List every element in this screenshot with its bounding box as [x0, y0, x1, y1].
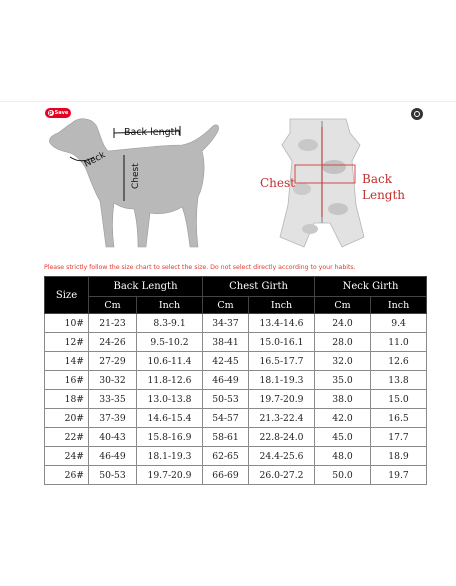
- coat-svg: [250, 105, 420, 263]
- measurement-cell: 46-49: [89, 447, 137, 466]
- unit-header: Inch: [249, 297, 315, 314]
- measurement-cell: 40-43: [89, 428, 137, 447]
- size-cell: 20#: [45, 409, 89, 428]
- measurement-cell: 9.4: [371, 314, 427, 333]
- measurement-cell: 14.6-15.4: [137, 409, 203, 428]
- measurement-cell: 42-45: [203, 352, 249, 371]
- table-row: [45, 447, 427, 466]
- measurement-cell: 22.8-24.0: [249, 428, 315, 447]
- coat-camo-patch: [298, 139, 318, 151]
- group-header: Neck Girth: [315, 277, 427, 297]
- measurement-cell: 50.0: [315, 466, 371, 485]
- dog-svg: [42, 105, 224, 263]
- measurement-cell: 26.0-27.2: [249, 466, 315, 485]
- group-header: Chest Girth: [203, 277, 315, 297]
- table-body: [45, 314, 427, 485]
- measurement-cell: 30-32: [89, 371, 137, 390]
- measurement-cell: 37-39: [89, 409, 137, 428]
- measurement-cell: 13.8: [371, 371, 427, 390]
- measurement-cell: 50-53: [203, 390, 249, 409]
- coat-camo-patch: [328, 203, 348, 215]
- unit-header: Cm: [315, 297, 371, 314]
- measurement-cell: 62-65: [203, 447, 249, 466]
- measurement-cell: 21-23: [89, 314, 137, 333]
- measurement-cell: 8.3-9.1: [137, 314, 203, 333]
- measurement-cell: 18.1-19.3: [249, 371, 315, 390]
- coat-camo-patch: [322, 160, 346, 174]
- unit-header: Cm: [89, 297, 137, 314]
- size-cell: 12#: [45, 333, 89, 352]
- table-row: [45, 409, 427, 428]
- dog-chest-label: Chest: [131, 163, 141, 189]
- unit-header: Inch: [371, 297, 427, 314]
- measurement-cell: 17.7: [371, 428, 427, 447]
- table-header-row: [45, 277, 427, 297]
- size-cell: 10#: [45, 314, 89, 333]
- table-subheader-row: [45, 297, 427, 314]
- top-divider: [0, 101, 456, 102]
- table-row: [45, 371, 427, 390]
- save-label: Save: [54, 110, 69, 116]
- table-row: [45, 314, 427, 333]
- measurement-cell: 19.7: [371, 466, 427, 485]
- measurement-cell: 15.0: [371, 390, 427, 409]
- measurement-cell: 15.8-16.9: [137, 428, 203, 447]
- coat-camo-patch: [293, 183, 311, 195]
- table-row: [45, 390, 427, 409]
- dog-neck-label: Neck: [82, 150, 108, 170]
- size-notice: Please strictly follow the size chart to select the size. Do not select directly according to your habits.: [44, 264, 356, 271]
- measurement-cell: 54-57: [203, 409, 249, 428]
- measurement-cell: 11.8-12.6: [137, 371, 203, 390]
- measurement-cell: 32.0: [315, 352, 371, 371]
- size-cell: 26#: [45, 466, 89, 485]
- size-cell: 24#: [45, 447, 89, 466]
- measurement-cell: 35.0: [315, 371, 371, 390]
- coat-measurement-illustration: [250, 105, 420, 263]
- measurement-cell: 19.7-20.9: [137, 466, 203, 485]
- measurement-cell: 24.4-25.6: [249, 447, 315, 466]
- coat-chest-label: Chest: [260, 176, 295, 190]
- measurement-cell: 66-69: [203, 466, 249, 485]
- size-header: Size: [45, 277, 89, 314]
- unit-header: Inch: [137, 297, 203, 314]
- dog-back-length-label: Back length: [124, 127, 181, 138]
- measurement-cell: 13.4-14.6: [249, 314, 315, 333]
- table-row: [45, 352, 427, 371]
- measurement-cell: 9.5-10.2: [137, 333, 203, 352]
- size-cell: 18#: [45, 390, 89, 409]
- measurement-cell: 45.0: [315, 428, 371, 447]
- coat-camo-patch: [302, 224, 318, 234]
- table-row: [45, 333, 427, 352]
- measurement-cell: 15.0-16.1: [249, 333, 315, 352]
- measurement-cell: 24-26: [89, 333, 137, 352]
- size-cell: 14#: [45, 352, 89, 371]
- measurement-cell: 18.1-19.3: [137, 447, 203, 466]
- measurement-cell: 18.9: [371, 447, 427, 466]
- measurement-cell: 16.5-17.7: [249, 352, 315, 371]
- measurement-cell: 48.0: [315, 447, 371, 466]
- measurement-cell: 38-41: [203, 333, 249, 352]
- measurement-cell: 27-29: [89, 352, 137, 371]
- table-row: [45, 466, 427, 485]
- pinterest-icon: p: [48, 110, 53, 116]
- coat-back-label: Back: [362, 172, 392, 186]
- measurement-cell: 46-49: [203, 371, 249, 390]
- measurement-cell: 38.0: [315, 390, 371, 409]
- measurement-cell: 10.6-11.4: [137, 352, 203, 371]
- measurement-cell: 11.0: [371, 333, 427, 352]
- measurement-cell: 33-35: [89, 390, 137, 409]
- measurement-cell: 21.3-22.4: [249, 409, 315, 428]
- dog-measurement-illustration: [42, 105, 224, 263]
- measurement-cell: 19.7-20.9: [249, 390, 315, 409]
- measurement-cell: 13.0-13.8: [137, 390, 203, 409]
- measurement-cell: 34-37: [203, 314, 249, 333]
- group-header: Back Length: [89, 277, 203, 297]
- measurement-cell: 12.6: [371, 352, 427, 371]
- coat-length-label: Length: [362, 188, 406, 202]
- measurement-cell: 58-61: [203, 428, 249, 447]
- measurement-cell: 24.0: [315, 314, 371, 333]
- size-cell: 16#: [45, 371, 89, 390]
- unit-header: Cm: [203, 297, 249, 314]
- size-cell: 22#: [45, 428, 89, 447]
- measurement-cell: 50-53: [89, 466, 137, 485]
- size-chart-table: [44, 276, 427, 485]
- table-row: [45, 428, 427, 447]
- measurement-cell: 28.0: [315, 333, 371, 352]
- measurement-cell: 16.5: [371, 409, 427, 428]
- measurement-cell: 42.0: [315, 409, 371, 428]
